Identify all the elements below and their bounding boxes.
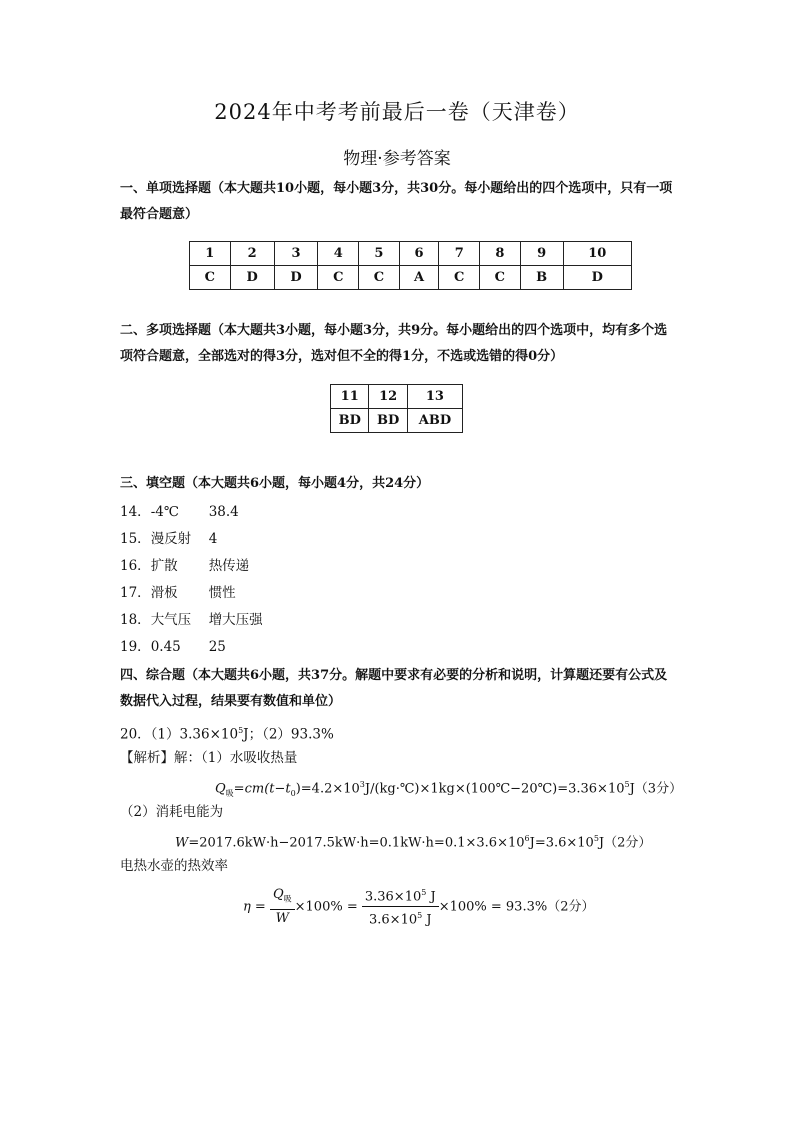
- item-answer-b: 热传递: [208, 558, 250, 574]
- item-answer-a: 扩散: [150, 558, 178, 574]
- eq3-result: ×100% = 93.3%（2分）: [438, 899, 595, 915]
- eq3-f1-num-sub: 吸: [283, 894, 292, 904]
- eq1-q: Q: [215, 781, 226, 797]
- eq2-rest1: =2017.6kW·h−2017.5kW·h=0.1kW·h=0.1×3.6×10: [188, 835, 525, 851]
- section2-answer-cell: BD: [331, 409, 369, 433]
- eq1-rest4: J（3分）: [629, 781, 683, 797]
- eq3-eq: =: [250, 899, 270, 915]
- item-answer-a: 滑板: [150, 585, 178, 601]
- section1-answer-table: [189, 241, 632, 290]
- section1-number-row: [190, 242, 632, 266]
- section1-heading: 一、单项选择题（本大题共10小题，每小题3分，共30分。每小题给出的四个选项中，只有一项最符合题意）: [120, 181, 673, 222]
- section1-answer-cell: C: [480, 266, 521, 290]
- eq1-cm: cm: [244, 781, 265, 797]
- item-answer-a: 0.45: [150, 639, 181, 655]
- eq3-fraction-numeric: [362, 884, 439, 930]
- q20-equation-efficiency: [243, 884, 594, 930]
- q20-answer: [120, 721, 334, 745]
- section1-number-cell: 10: [563, 242, 631, 266]
- eq3-f1-num-q: Q: [272, 887, 284, 903]
- eq1-rest3: J/(kg·℃)×1kg×(100℃−20℃)=3.36×10: [364, 781, 625, 797]
- q20-answer-prefix: 20．（1）3.36×10: [120, 726, 239, 743]
- section1-number-cell: 6: [399, 242, 439, 266]
- section2-answer-table: [330, 384, 463, 433]
- item-number: 18．: [120, 612, 151, 628]
- section2-answer-cell: BD: [369, 409, 407, 433]
- section1-answer-cell: D: [230, 266, 274, 290]
- eq1-eq: =: [233, 781, 245, 797]
- eq1-paren: (t−t: [264, 781, 291, 797]
- item-answer-b: 增大压强: [208, 612, 263, 628]
- section1-number-cell: 1: [190, 242, 231, 266]
- section3-item: [120, 502, 239, 522]
- eq1-rest2: )=4.2×10: [295, 781, 360, 797]
- section1-answer-cell: D: [274, 266, 318, 290]
- eq3-f2-denominator: [362, 907, 439, 929]
- q20-analysis: 【解析】解：（1）水吸收热量: [120, 750, 298, 766]
- section1-answer-cell: B: [520, 266, 563, 290]
- item-answer-b: 38.4: [208, 504, 239, 520]
- section1-number-cell: 9: [520, 242, 563, 266]
- eq3-f2-num-unit: J: [426, 889, 436, 905]
- section2-number-cell: 11: [331, 385, 369, 409]
- section2-heading: 二、多项选择题（本大题共3小题，每小题3分，共9分。每小题给出的四个选项中，均有多个选项符合题意，全部选对的得3分，选对但不全的得1分，不选或选错的得0分）: [120, 323, 668, 364]
- section1-number-cell: 8: [480, 242, 521, 266]
- section2-number-cell: 12: [369, 385, 407, 409]
- item-answer-a: 漫反射: [150, 531, 192, 547]
- section1-number-cell: 5: [359, 242, 400, 266]
- section1-answer-cell: C: [318, 266, 359, 290]
- section1-number-cell: 7: [439, 242, 480, 266]
- eq1-q-sub: 吸: [225, 788, 234, 798]
- eq3-f2-num-val: 3.36×10: [364, 889, 422, 905]
- section1-answer-cell: D: [563, 266, 631, 290]
- section1-number-cell: 3: [274, 242, 318, 266]
- eq3-f2-den-exp: 5: [417, 911, 423, 921]
- section3-heading: 三、填空题（本大题共6小题，每小题4分，共24分）: [120, 476, 430, 491]
- eq2-w: W: [175, 835, 189, 851]
- eq1-exp2: 5: [624, 780, 630, 789]
- item-number: 16．: [120, 558, 151, 574]
- eq3-f1-den-w: W: [275, 910, 289, 926]
- eq3-f2-numerator: [362, 884, 439, 907]
- eq3-times: ×100% =: [294, 899, 362, 915]
- item-number: 15．: [120, 531, 151, 547]
- eq3-fraction-symbolic: [270, 886, 295, 928]
- eq3-f1-denominator: [270, 910, 295, 928]
- eq2-rest2: J=3.6×10: [529, 835, 594, 851]
- eq2-exp1: 6: [524, 834, 530, 843]
- eq1-exp1: 3: [359, 780, 365, 789]
- section2-answer-row: [331, 409, 463, 433]
- section3-item: [120, 637, 226, 657]
- eq2-rest3: J（2分）: [598, 835, 652, 851]
- section1-answer-row: [190, 266, 632, 290]
- section2-answer-cell: ABD: [407, 409, 462, 433]
- section1-answer-cell: C: [439, 266, 480, 290]
- item-answer-a: 大气压: [150, 612, 192, 628]
- item-answer-b: 惯性: [208, 585, 236, 601]
- q20-equation-heat: [215, 775, 682, 804]
- section1-answer-cell: C: [359, 266, 400, 290]
- section3-item: [120, 556, 249, 576]
- item-answer-b: 4: [208, 531, 218, 547]
- eq2-exp2: 5: [593, 834, 599, 843]
- item-number: 14．: [120, 504, 151, 520]
- section1-number-cell: 4: [318, 242, 359, 266]
- item-number: 19．: [120, 639, 151, 655]
- eq3-f2-den-val: 3.6×10: [369, 912, 418, 928]
- eq3-f2-den-unit: J: [422, 912, 432, 928]
- section3-item: [120, 583, 236, 603]
- eq3-eta: η: [243, 899, 251, 915]
- page-subtitle: 物理·参考答案: [343, 149, 451, 169]
- section1-number-cell: 2: [230, 242, 274, 266]
- q20-answer-exp: 5: [238, 726, 244, 735]
- q20-step2: （2）消耗电能为: [120, 804, 224, 820]
- section4-heading: 四、综合题（本大题共6小题，共37分。解题中要求有必要的分析和说明，计算题还要有公式及数据代入过程，结果要有数值和单位）: [120, 668, 668, 709]
- item-answer-b: 25: [208, 639, 226, 655]
- eq3-f1-numerator: [270, 886, 295, 910]
- q20-efficiency-label: 电热水壶的热效率: [120, 858, 228, 874]
- section3-item: [120, 610, 263, 630]
- eq3-f2-num-exp: 5: [421, 888, 427, 897]
- section1-answer-cell: A: [399, 266, 439, 290]
- section1-answer-cell: C: [190, 266, 231, 290]
- eq1-t0-sub: 0: [290, 788, 296, 798]
- item-number: 17．: [120, 585, 151, 601]
- q20-equation-energy: [175, 829, 651, 853]
- q20-answer-suffix: J；（2）93.3%: [243, 726, 334, 743]
- section3-item: [120, 529, 217, 549]
- section2-number-row: [331, 385, 463, 409]
- item-answer-a: -4℃: [150, 504, 179, 520]
- section2-number-cell: 13: [407, 385, 462, 409]
- page-title: 2024年中考考前最后一卷（天津卷）: [214, 100, 580, 124]
